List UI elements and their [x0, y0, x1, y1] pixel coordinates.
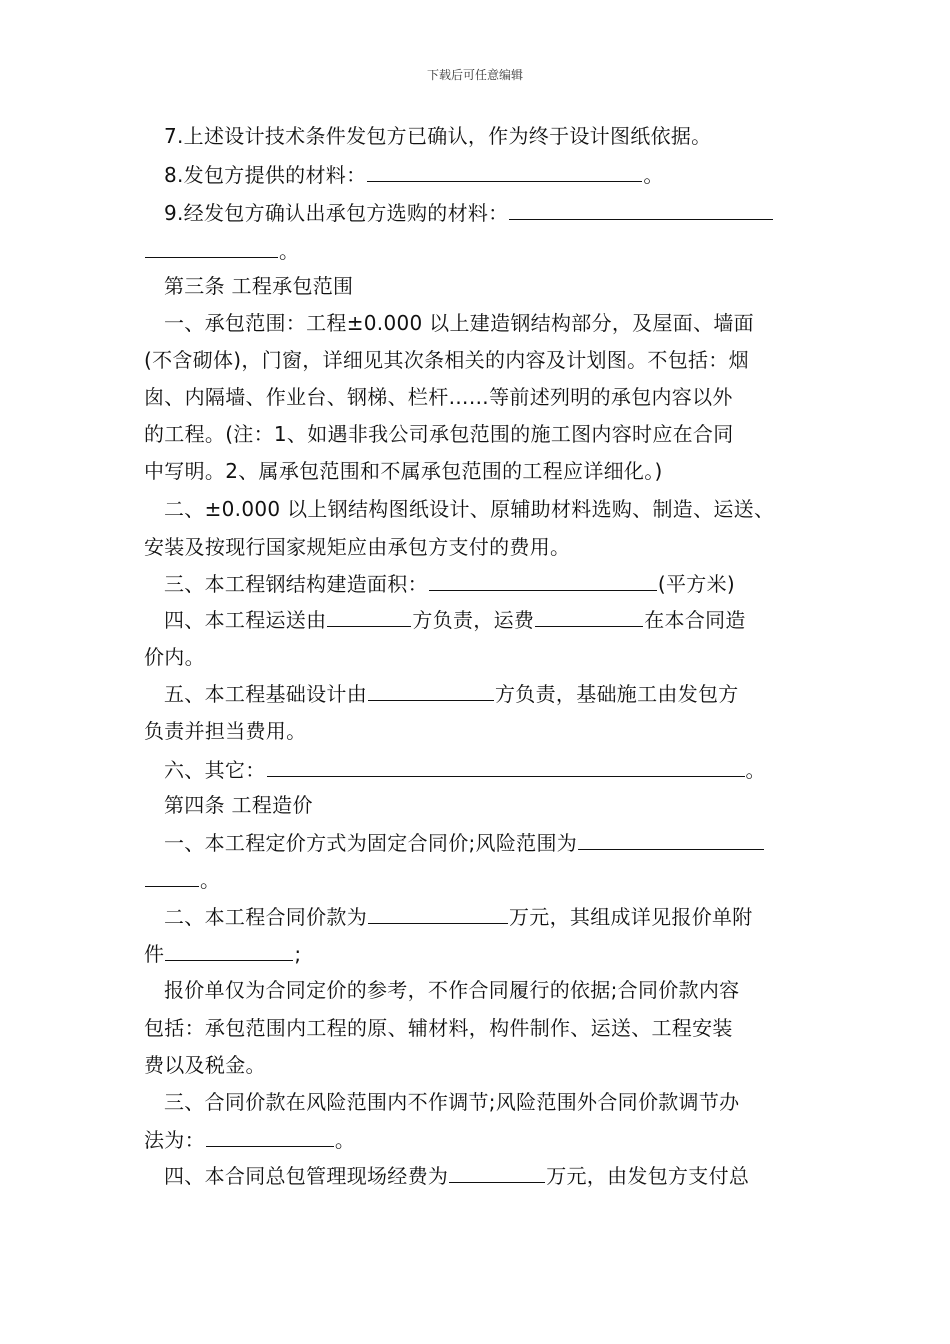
doc-line	[164, 1089, 844, 1115]
doc-line	[164, 161, 844, 188]
doc-line	[144, 347, 824, 373]
doc-line	[164, 123, 844, 149]
line-text: 三、合同价款在风险范围内不作调节;风险范围外合同价款调节办	[164, 1090, 740, 1114]
line-text: 第三条 工程承包范围	[164, 274, 354, 298]
line-text: 囱、内隔墙、作业台、钢梯、栏杆……等前述列明的承包内容以外	[144, 385, 733, 409]
line-text: 9.经发包方确认出承包方选购的材料：	[164, 201, 509, 225]
line-text: 件	[144, 942, 165, 966]
line-text: 。	[279, 239, 300, 263]
doc-line	[164, 1162, 844, 1189]
line-text: ;	[294, 942, 302, 966]
fill-blank[interactable]	[145, 237, 278, 258]
doc-line	[164, 199, 844, 226]
doc-line	[164, 903, 844, 930]
doc-line	[144, 421, 824, 447]
line-text: 安装及按现行国家规矩应由承包方支付的费用。	[144, 535, 571, 559]
line-text: 。	[745, 758, 766, 782]
line-text: 第四条 工程造价	[164, 793, 313, 817]
doc-line	[144, 458, 824, 484]
line-text: 。	[200, 868, 221, 892]
line-text: 四、本合同总包管理现场经费为	[164, 1164, 449, 1188]
line-text: 二、±0.000 以上钢结构图纸设计、原辅助材料选购、制造、运送、	[164, 497, 775, 521]
line-text: 二、本工程合同价款为	[164, 905, 367, 929]
doc-line	[144, 866, 824, 893]
line-text: 负责并担当费用。	[144, 719, 307, 743]
line-text: 中写明。2、属承包范围和不属承包范围的工程应详细化。)	[144, 459, 663, 483]
fill-blank[interactable]	[578, 829, 764, 850]
fill-blank[interactable]	[368, 903, 508, 924]
line-text: 8.发包方提供的材料：	[164, 163, 367, 187]
line-text: 一、本工程定价方式为固定合同价;风险范围为	[164, 831, 578, 855]
doc-line	[144, 718, 824, 744]
line-text: 方负责，运费	[412, 608, 535, 632]
section-heading	[164, 273, 844, 299]
doc-line	[144, 940, 824, 967]
doc-line	[144, 534, 824, 560]
line-text: 五、本工程基础设计由	[164, 682, 367, 706]
line-text: 包括：承包范围内工程的原、辅材料，构件制作、运送、工程安装	[144, 1016, 733, 1040]
doc-line	[164, 570, 844, 597]
line-text: 四、本工程运送由	[164, 608, 327, 632]
fill-blank[interactable]	[145, 866, 199, 887]
fill-blank[interactable]	[267, 756, 745, 777]
fill-blank[interactable]	[165, 940, 293, 961]
doc-line	[164, 756, 844, 783]
doc-line	[144, 384, 824, 410]
doc-line	[144, 1015, 824, 1041]
fill-blank[interactable]	[429, 570, 657, 591]
line-text: (不含砌体)，门窗，详细见其次条相关的内容及计划图。不包括：烟	[144, 348, 749, 372]
doc-line	[164, 977, 844, 1003]
doc-line	[164, 680, 844, 707]
fill-blank[interactable]	[368, 680, 494, 701]
doc-line	[144, 237, 824, 264]
line-text: 万元，由发包方支付总	[546, 1164, 750, 1188]
line-text: 方负责，基础施工由发包方	[495, 682, 739, 706]
line-text: 价内。	[144, 645, 205, 669]
line-text: 法为：	[144, 1128, 205, 1152]
doc-line	[164, 496, 844, 522]
line-text: 六、其它：	[164, 758, 266, 782]
fill-blank[interactable]	[367, 161, 642, 182]
fill-blank[interactable]	[449, 1162, 545, 1183]
section-heading	[164, 792, 844, 818]
line-text: 7.上述设计技术条件发包方已确认，作为终于设计图纸依据。	[164, 124, 712, 148]
fill-blank[interactable]	[509, 199, 773, 220]
line-text: 一、承包范围：工程±0.000 以上建造钢结构部分，及屋面、墙面	[164, 311, 754, 335]
doc-line	[164, 829, 844, 856]
line-text: 的工程。(注：1、如遇非我公司承包范围的施工图内容时应在合同	[144, 422, 734, 446]
line-text: 三、本工程钢结构建造面积：	[164, 572, 428, 596]
line-text: 。	[643, 163, 664, 187]
line-text: 费以及税金。	[144, 1053, 266, 1077]
doc-line	[144, 1126, 824, 1153]
doc-line	[164, 310, 844, 336]
line-text: 。	[334, 1128, 356, 1152]
line-text: 万元，其组成详见报价单附	[509, 905, 753, 929]
page-header: 下载后可任意编辑	[426, 68, 523, 82]
fill-blank[interactable]	[327, 606, 411, 627]
doc-line	[144, 644, 824, 670]
line-text: 报价单仅为合同定价的参考，不作合同履行的依据;合同价款内容	[164, 978, 740, 1002]
doc-line	[144, 1052, 824, 1078]
line-text: 在本合同造	[644, 608, 746, 632]
fill-blank[interactable]	[206, 1126, 334, 1147]
fill-blank[interactable]	[535, 606, 643, 627]
doc-line	[164, 606, 844, 633]
line-text: (平方米)	[657, 572, 736, 596]
